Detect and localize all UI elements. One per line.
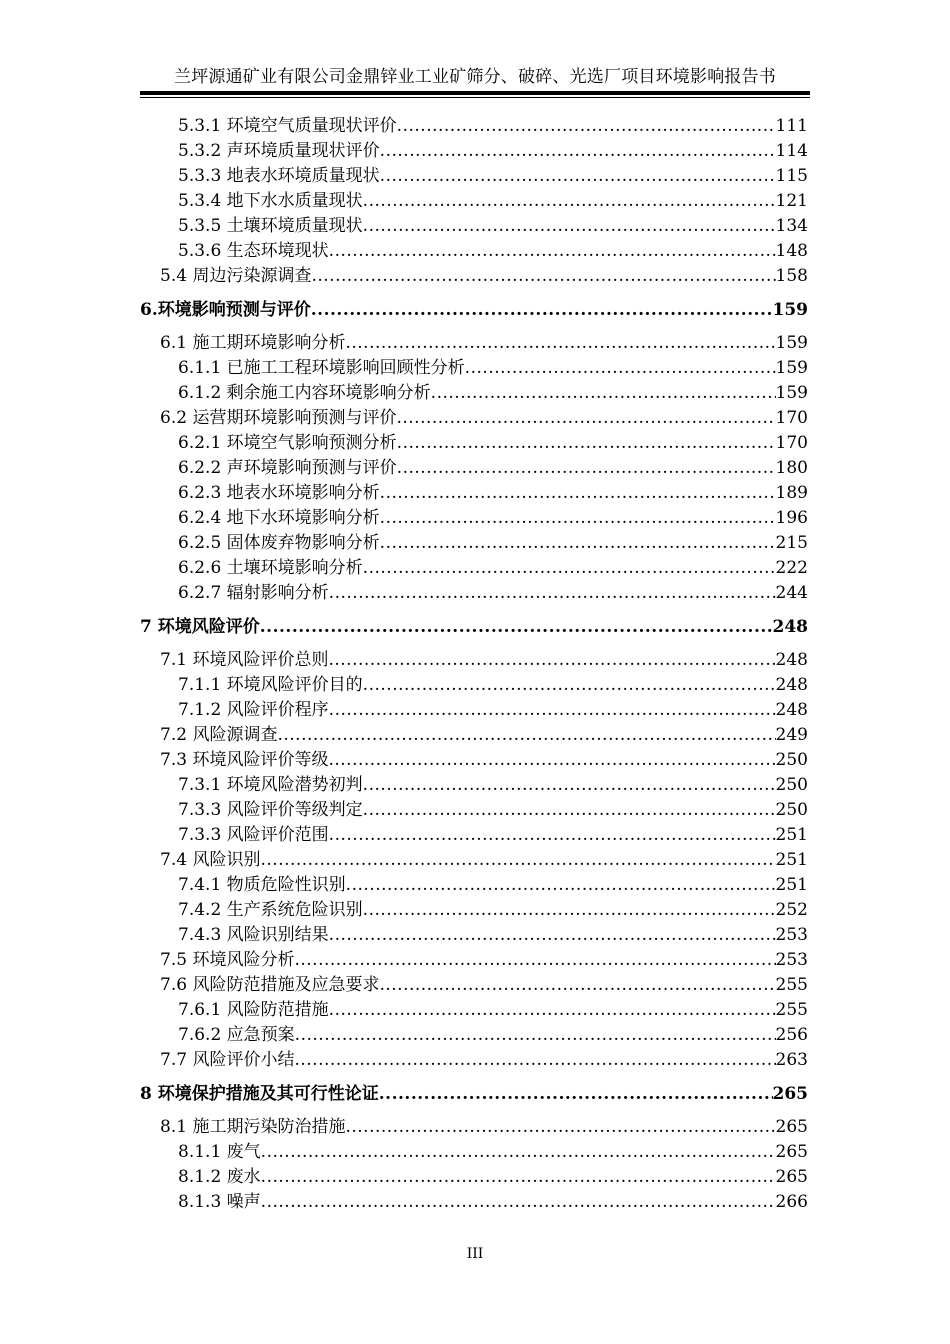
toc-leader-dots	[261, 1140, 776, 1165]
toc-entry[interactable]	[140, 673, 808, 698]
toc-leader-dots	[363, 673, 776, 698]
toc-entry-title: 7.3.3 风险评价范围	[178, 825, 329, 845]
toc-entry[interactable]	[140, 923, 808, 948]
toc-entry[interactable]	[140, 723, 808, 748]
toc-entry[interactable]	[140, 264, 808, 289]
toc-entry-page: 265	[772, 1084, 808, 1104]
toc-leader-dots	[379, 1077, 773, 1111]
toc-entry[interactable]	[140, 406, 808, 431]
toc-entry[interactable]	[140, 114, 808, 139]
toc-entry-title: 7.4.2 生产系统危险识别	[178, 900, 363, 920]
toc-leader-dots	[329, 923, 776, 948]
toc-entry-page: 189	[775, 483, 808, 503]
toc-entry-title: 7.3 环境风险评价等级	[160, 750, 329, 770]
toc-entry[interactable]	[140, 973, 808, 998]
toc-leader-dots	[363, 189, 776, 214]
toc-entry-page: 248	[775, 700, 808, 720]
toc-entry-page: 255	[775, 975, 808, 995]
toc-entry-title: 7.5 环境风险分析	[160, 950, 295, 970]
toc-entry[interactable]	[140, 456, 808, 481]
toc-leader-dots	[329, 698, 776, 723]
toc-leader-dots	[397, 456, 776, 481]
toc-leader-dots	[311, 293, 773, 327]
toc-entry[interactable]	[140, 531, 808, 556]
toc-entry[interactable]	[140, 189, 808, 214]
toc-entry-title: 6.1.2 剩余施工内容环境影响分析	[178, 383, 431, 403]
toc-entry[interactable]	[140, 1190, 808, 1215]
toc-leader-dots	[363, 556, 776, 581]
toc-entry-page: 256	[775, 1025, 808, 1045]
toc-entry-title: 6.1.1 已施工工程环境影响回顾性分析	[178, 358, 465, 378]
toc-entry-title: 8.1.1 废气	[178, 1142, 261, 1162]
toc-entry-title: 5.3.6 生态环境现状	[178, 241, 329, 261]
toc-leader-dots	[363, 898, 776, 923]
page-number: III	[466, 1246, 484, 1262]
toc-entry[interactable]	[140, 506, 808, 531]
toc-entry[interactable]	[140, 698, 808, 723]
toc-leader-dots	[363, 214, 776, 239]
toc-entry-page: 248	[775, 650, 808, 670]
toc-entry-page: 148	[775, 241, 808, 261]
toc-entry-page: 196	[775, 508, 808, 528]
header-rule-thin	[140, 97, 810, 98]
toc-leader-dots	[277, 723, 775, 748]
toc-leader-dots	[431, 381, 776, 406]
toc-entry-page: 263	[775, 1050, 808, 1070]
toc-entry-page: 251	[775, 875, 808, 895]
toc-leader-dots	[397, 431, 776, 456]
toc-entry-page: 115	[775, 166, 808, 186]
toc-entry[interactable]	[140, 214, 808, 239]
toc-entry-page: 114	[775, 141, 808, 161]
toc-entry-page: 159	[775, 358, 808, 378]
toc-entry[interactable]	[140, 848, 808, 873]
toc-entry-page: 253	[775, 950, 808, 970]
toc-entry[interactable]	[140, 998, 808, 1023]
toc-entry-page: 159	[775, 383, 808, 403]
toc-leader-dots	[260, 848, 775, 873]
toc-entry-title: 5.3.2 声环境质量现状评价	[178, 141, 380, 161]
toc-entry-page: 250	[775, 800, 808, 820]
toc-entry-title: 8.1 施工期污染防治措施	[160, 1117, 346, 1137]
toc-entry-title: 8 环境保护措施及其可行性论证	[140, 1084, 379, 1104]
toc-entry[interactable]	[140, 431, 808, 456]
header-rule-thick	[140, 91, 810, 95]
toc-entry[interactable]	[140, 948, 808, 973]
toc-entry-title: 7.3.3 风险评价等级判定	[178, 800, 363, 820]
toc-entry-title: 7.4 风险识别	[160, 850, 261, 870]
toc-leader-dots	[329, 823, 776, 848]
toc-entry[interactable]	[140, 1140, 808, 1165]
toc-entry-page: 265	[775, 1117, 808, 1137]
toc-entry[interactable]	[140, 648, 808, 673]
toc-leader-dots	[260, 610, 773, 644]
toc-leader-dots	[329, 581, 776, 606]
toc-entry-page: 265	[775, 1142, 808, 1162]
toc-entry-page: 250	[775, 775, 808, 795]
toc-entry[interactable]	[140, 1115, 808, 1140]
table-of-contents	[140, 114, 808, 1215]
toc-entry[interactable]	[140, 581, 808, 606]
toc-entry[interactable]	[140, 798, 808, 823]
toc-entry-title: 8.1.2 废水	[178, 1167, 261, 1187]
toc-entry-title: 6.2.3 地表水环境影响分析	[178, 483, 380, 503]
toc-entry[interactable]	[140, 1077, 808, 1111]
toc-entry-title: 7.6 风险防范措施及应急要求	[160, 975, 380, 995]
toc-entry-title: 7.1 环境风险评价总则	[160, 650, 329, 670]
toc-entry-title: 7.2 风险源调查	[160, 725, 278, 745]
toc-leader-dots	[465, 356, 776, 381]
toc-leader-dots	[294, 948, 775, 973]
toc-entry-title: 6.2.1 环境空气影响预测分析	[178, 433, 397, 453]
toc-entry-title: 6.2.7 辐射影响分析	[178, 583, 329, 603]
toc-leader-dots	[396, 406, 775, 431]
toc-entry[interactable]	[140, 773, 808, 798]
toc-leader-dots	[380, 531, 776, 556]
toc-entry-page: 170	[775, 408, 808, 428]
toc-entry-page: 255	[775, 1000, 808, 1020]
toc-leader-dots	[329, 998, 776, 1023]
toc-entry[interactable]	[140, 139, 808, 164]
toc-entry[interactable]	[140, 1165, 808, 1190]
toc-entry-title: 7.1.1 环境风险评价目的	[178, 675, 363, 695]
toc-entry[interactable]	[140, 481, 808, 506]
toc-entry-page: 158	[775, 266, 808, 286]
toc-leader-dots	[311, 264, 775, 289]
toc-entry-title: 7.1.2 风险评价程序	[178, 700, 329, 720]
toc-entry-page: 266	[775, 1192, 808, 1212]
toc-entry-page: 244	[775, 583, 808, 603]
toc-entry[interactable]	[140, 356, 808, 381]
toc-leader-dots	[345, 331, 775, 356]
toc-entry[interactable]	[140, 293, 808, 327]
toc-entry-title: 8.1.3 噪声	[178, 1192, 261, 1212]
toc-entry-title: 7.3.1 环境风险潜势初判	[178, 775, 363, 795]
toc-entry-page: 159	[772, 300, 808, 320]
toc-leader-dots	[380, 506, 776, 531]
toc-entry-page: 248	[775, 675, 808, 695]
toc-leader-dots	[329, 239, 776, 264]
toc-entry[interactable]	[140, 748, 808, 773]
toc-leader-dots	[345, 1115, 775, 1140]
toc-entry-title: 7.4.3 风险识别结果	[178, 925, 329, 945]
toc-entry-title: 5.3.1 环境空气质量现状评价	[178, 116, 397, 136]
toc-entry-title: 7.7 风险评价小结	[160, 1050, 295, 1070]
document-header: 兰坪源通矿业有限公司金鼎锌业工业矿筛分、破碎、光选厂项目环境影响报告书	[174, 67, 776, 87]
toc-entry[interactable]	[140, 898, 808, 923]
toc-entry-title: 5.3.4 地下水水质量现状	[178, 191, 363, 211]
toc-entry[interactable]	[140, 331, 808, 356]
toc-entry-title: 7.6.2 应急预案	[178, 1025, 295, 1045]
toc-entry[interactable]	[140, 164, 808, 189]
toc-leader-dots	[363, 798, 776, 823]
toc-entry-title: 7.4.1 物质危险性识别	[178, 875, 346, 895]
toc-entry[interactable]	[140, 1048, 808, 1073]
toc-entry[interactable]	[140, 381, 808, 406]
toc-entry-title: 5.4 周边污染源调查	[160, 266, 312, 286]
toc-entry[interactable]	[140, 239, 808, 264]
toc-entry-page: 251	[775, 825, 808, 845]
toc-entry-title: 7 环境风险评价	[140, 617, 260, 637]
toc-entry-page: 251	[775, 850, 808, 870]
toc-entry-page: 248	[772, 617, 808, 637]
toc-entry-page: 111	[775, 116, 808, 136]
toc-entry-page: 252	[775, 900, 808, 920]
toc-leader-dots	[261, 1190, 776, 1215]
toc-leader-dots	[380, 481, 776, 506]
toc-leader-dots	[328, 648, 775, 673]
toc-entry-title: 6.2.5 固体废弃物影响分析	[178, 533, 380, 553]
toc-entry-page: 265	[775, 1167, 808, 1187]
toc-entry-page: 159	[775, 333, 808, 353]
toc-entry-title: 6.环境影响预测与评价	[140, 300, 311, 320]
toc-leader-dots	[380, 164, 776, 189]
toc-entry[interactable]	[140, 556, 808, 581]
toc-entry-title: 6.2.2 声环境影响预测与评价	[178, 458, 397, 478]
toc-entry-title: 5.3.5 土壤环境质量现状	[178, 216, 363, 236]
toc-leader-dots	[363, 773, 776, 798]
toc-entry-page: 250	[775, 750, 808, 770]
toc-entry-title: 6.2 运营期环境影响预测与评价	[160, 408, 397, 428]
toc-entry-page: 249	[775, 725, 808, 745]
toc-leader-dots	[294, 1048, 775, 1073]
toc-leader-dots	[379, 973, 775, 998]
toc-entry[interactable]	[140, 1023, 808, 1048]
toc-leader-dots	[295, 1023, 776, 1048]
toc-leader-dots	[397, 114, 776, 139]
toc-entry-title: 6.2.4 地下水环境影响分析	[178, 508, 380, 528]
toc-leader-dots	[346, 873, 776, 898]
toc-entry[interactable]	[140, 823, 808, 848]
toc-entry-title: 6.1 施工期环境影响分析	[160, 333, 346, 353]
toc-leader-dots	[261, 1165, 776, 1190]
toc-entry[interactable]	[140, 610, 808, 644]
toc-entry-page: 215	[775, 533, 808, 553]
toc-leader-dots	[380, 139, 776, 164]
toc-entry[interactable]	[140, 873, 808, 898]
toc-entry-page: 253	[775, 925, 808, 945]
toc-entry-page: 170	[775, 433, 808, 453]
toc-entry-page: 121	[775, 191, 808, 211]
toc-leader-dots	[328, 748, 775, 773]
toc-entry-title: 7.6.1 风险防范措施	[178, 1000, 329, 1020]
toc-entry-page: 134	[775, 216, 808, 236]
toc-entry-title: 5.3.3 地表水环境质量现状	[178, 166, 380, 186]
toc-entry-page: 222	[775, 558, 808, 578]
toc-entry-page: 180	[775, 458, 808, 478]
toc-entry-title: 6.2.6 土壤环境影响分析	[178, 558, 363, 578]
